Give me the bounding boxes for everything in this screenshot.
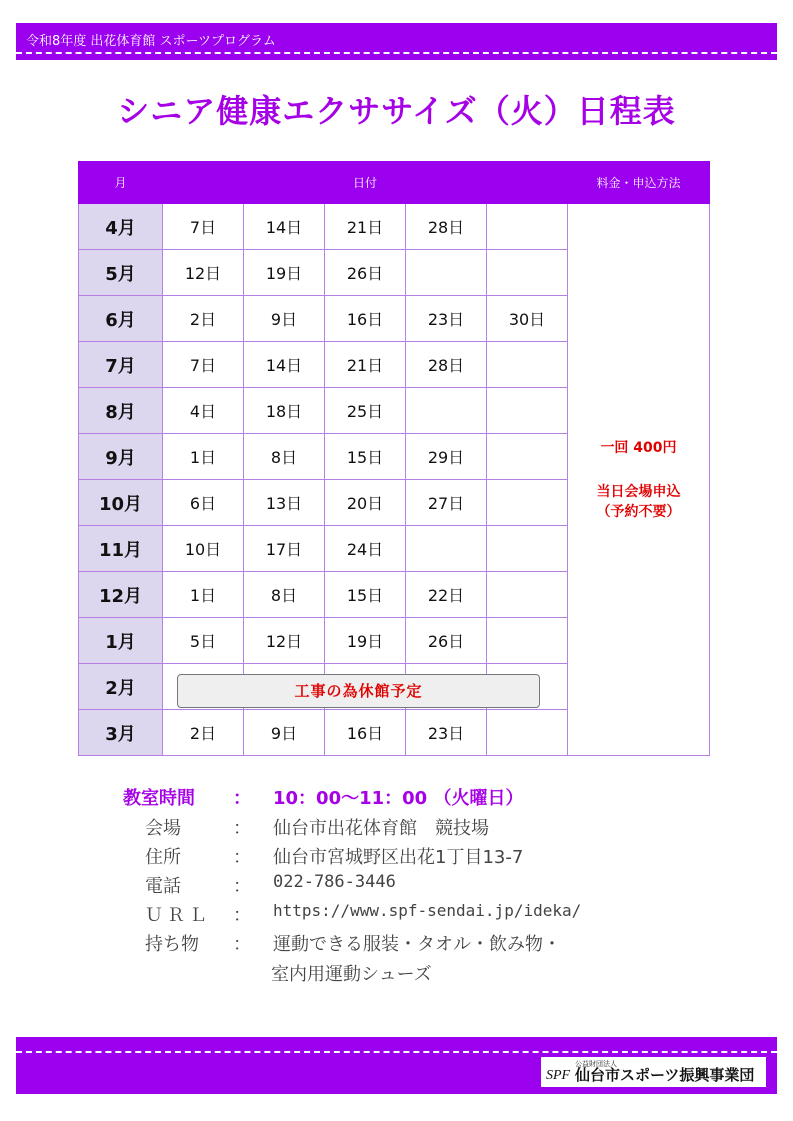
date-cell: 15日 <box>325 572 406 618</box>
date-cell: 28日 <box>406 342 487 388</box>
date-cell <box>487 618 568 664</box>
closure-note: 工事の為休館予定 <box>177 674 540 708</box>
schedule-table <box>78 161 710 756</box>
date-cell: 1日 <box>163 434 244 480</box>
date-cell: 25日 <box>325 388 406 434</box>
org-type-label: 公益財団法人 <box>575 1060 617 1068</box>
date-cell: 19日 <box>325 618 406 664</box>
date-cell: 2日 <box>163 710 244 756</box>
info-items-value-line2: 室内用運動シューズ <box>271 964 432 985</box>
org-logo <box>541 1057 766 1087</box>
info-venue-colon: ： <box>233 818 251 839</box>
fee-fee-line1: 一回 400円 <box>600 439 677 456</box>
header-subtitle: 令和8年度 出花体育館 スポーツプログラム <box>26 34 276 49</box>
date-cell: 26日 <box>406 618 487 664</box>
fee-fee-line2: 当日会場申込 <box>596 483 681 500</box>
date-cell <box>487 480 568 526</box>
header-month: 月 <box>79 162 163 204</box>
date-cell <box>406 388 487 434</box>
date-cell: 24日 <box>325 526 406 572</box>
info-venue-value: 仙台市出花体育館 競技場 <box>273 818 489 839</box>
date-cell: 20日 <box>325 480 406 526</box>
month-cell: 5月 <box>79 250 163 296</box>
header-fee: 料金・申込方法 <box>568 162 710 204</box>
date-cell: 12日 <box>244 618 325 664</box>
date-cell <box>487 250 568 296</box>
date-cell: 26日 <box>325 250 406 296</box>
date-cell <box>487 204 568 250</box>
header-dashed-line <box>16 52 777 54</box>
info-time-label: 教室時間 <box>123 788 195 809</box>
month-cell: 4月 <box>79 204 163 250</box>
date-cell: 8日 <box>244 572 325 618</box>
month-cell: 12月 <box>79 572 163 618</box>
info-venue-label: 会場 <box>145 818 181 839</box>
date-cell: 18日 <box>244 388 325 434</box>
footer-dashed-line <box>16 1051 777 1053</box>
date-cell <box>487 434 568 480</box>
table-row <box>79 204 710 250</box>
date-cell: 16日 <box>325 710 406 756</box>
date-cell: 30日 <box>487 296 568 342</box>
month-cell: 6月 <box>79 296 163 342</box>
info-phone-colon: ： <box>233 876 251 897</box>
date-cell: 9日 <box>244 710 325 756</box>
date-cell: 23日 <box>406 710 487 756</box>
info-phone-label: 電話 <box>145 876 181 897</box>
date-cell: 12日 <box>163 250 244 296</box>
date-cell: 10日 <box>163 526 244 572</box>
info-url-colon: ： <box>233 905 251 926</box>
date-cell <box>487 710 568 756</box>
date-cell <box>487 526 568 572</box>
date-cell <box>487 572 568 618</box>
date-cell: 7日 <box>163 204 244 250</box>
info-url-value[interactable]: https://www.spf-sendai.jp/ideka/ <box>273 901 582 920</box>
month-cell: 7月 <box>79 342 163 388</box>
info-address-value: 仙台市宮城野区出花1丁目13-7 <box>273 847 524 868</box>
date-cell <box>406 250 487 296</box>
info-items-colon: ： <box>233 934 251 955</box>
date-cell: 9日 <box>244 296 325 342</box>
info-url-label: ＵＲＬ <box>145 905 211 926</box>
date-cell: 29日 <box>406 434 487 480</box>
date-cell: 21日 <box>325 204 406 250</box>
date-cell: 27日 <box>406 480 487 526</box>
org-name: 仙台市スポーツ振興事業団 <box>575 1066 755 1084</box>
date-cell: 17日 <box>244 526 325 572</box>
info-address-colon: ： <box>233 847 251 868</box>
month-cell: 3月 <box>79 710 163 756</box>
info-phone-value: 022-786-3446 <box>273 872 396 892</box>
date-cell: 7日 <box>163 342 244 388</box>
date-cell: 14日 <box>244 342 325 388</box>
table-header-row <box>79 162 710 204</box>
date-cell <box>487 342 568 388</box>
date-cell: 8日 <box>244 434 325 480</box>
month-cell: 2月 <box>79 664 163 710</box>
date-cell: 16日 <box>325 296 406 342</box>
date-cell: 14日 <box>244 204 325 250</box>
date-cell: 21日 <box>325 342 406 388</box>
fee-cell <box>568 204 710 756</box>
month-cell: 11月 <box>79 526 163 572</box>
date-cell: 28日 <box>406 204 487 250</box>
date-cell: 6日 <box>163 480 244 526</box>
date-cell <box>406 526 487 572</box>
info-time-value: 10：00～11：00 （火曜日） <box>273 788 524 809</box>
month-cell: 8月 <box>79 388 163 434</box>
date-cell: 23日 <box>406 296 487 342</box>
date-cell: 2日 <box>163 296 244 342</box>
date-cell: 5日 <box>163 618 244 664</box>
date-cell: 1日 <box>163 572 244 618</box>
fee-fee-line3: （予約不要） <box>596 503 681 520</box>
date-cell: 15日 <box>325 434 406 480</box>
header-dates: 日付 <box>163 162 568 204</box>
info-address-label: 住所 <box>145 847 181 868</box>
date-cell: 4日 <box>163 388 244 434</box>
month-cell: 1月 <box>79 618 163 664</box>
month-cell: 10月 <box>79 480 163 526</box>
date-cell: 13日 <box>244 480 325 526</box>
info-time-colon: ： <box>233 788 251 809</box>
info-items-value-line1: 運動できる服装・タオル・飲み物・ <box>273 934 561 955</box>
spf-logo-icon <box>545 1059 571 1085</box>
svg-text:SPF: SPF <box>546 1068 571 1083</box>
date-cell: 19日 <box>244 250 325 296</box>
date-cell: 22日 <box>406 572 487 618</box>
date-cell <box>487 388 568 434</box>
month-cell: 9月 <box>79 434 163 480</box>
header-bar <box>16 23 777 60</box>
info-items-label: 持ち物 <box>145 934 199 955</box>
page-title: シニア健康エクササイズ（火）日程表 <box>117 92 676 130</box>
